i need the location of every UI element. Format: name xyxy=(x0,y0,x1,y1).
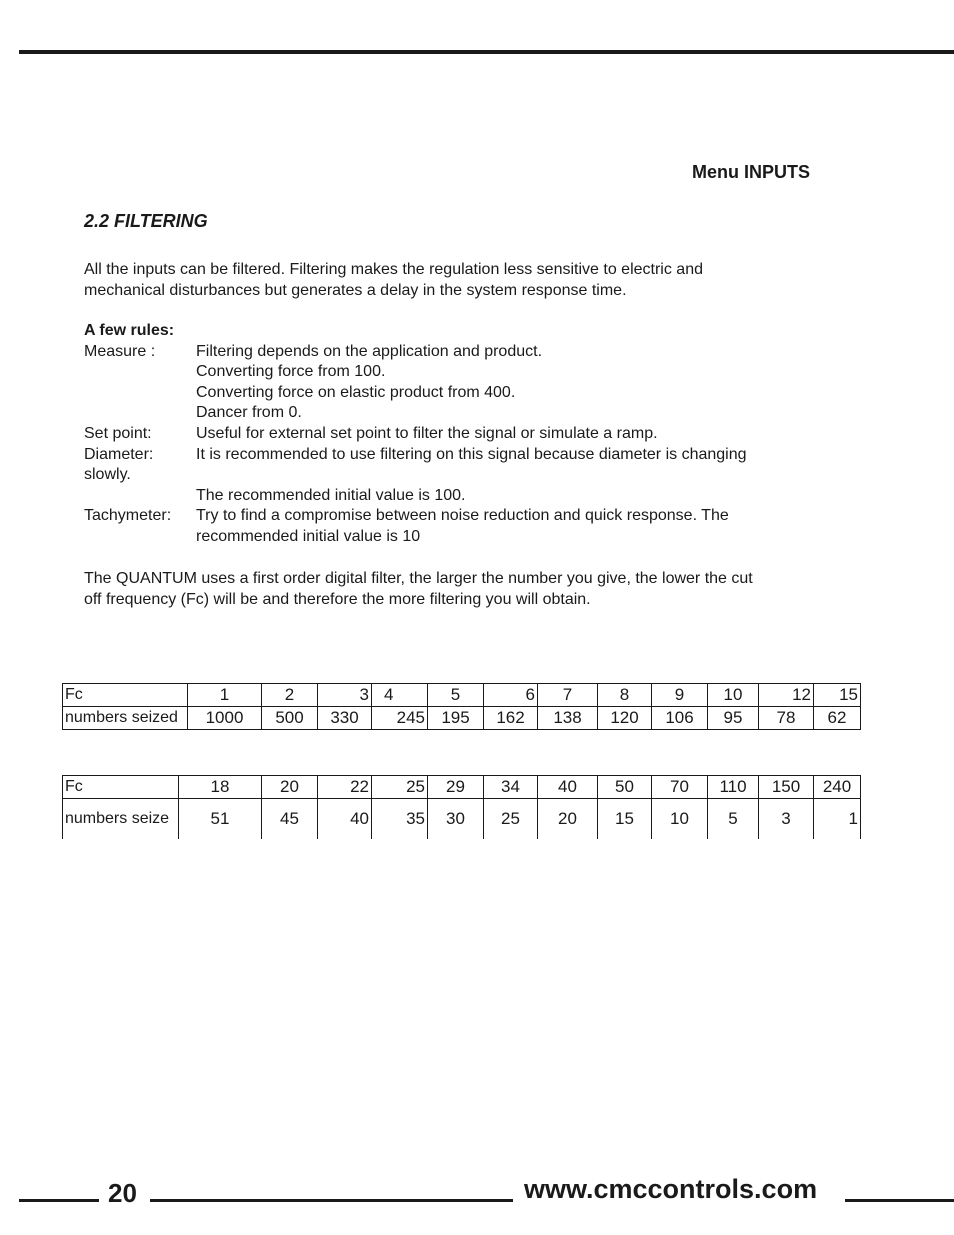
tachymeter-label: Tachymeter: xyxy=(84,507,172,525)
measure-text-2: Converting force from 100. xyxy=(196,363,386,381)
page-number: 20 xyxy=(108,1178,137,1208)
rule-tachymeter xyxy=(84,506,844,527)
table-cell: 5 xyxy=(428,684,484,707)
rule-diameter xyxy=(84,445,844,466)
table-cell: 1000 xyxy=(188,707,262,730)
table-cell: 34 xyxy=(484,776,538,799)
diameter-continuation: slowly. xyxy=(84,466,131,484)
table-cell: 40 xyxy=(538,776,598,799)
table-cell: 18 xyxy=(179,776,262,799)
table-cell: 50 xyxy=(598,776,652,799)
table-cell: 15 xyxy=(814,684,861,707)
table-cell: 1 xyxy=(814,799,861,840)
table-cell: 25 xyxy=(484,799,538,840)
table-cell: 10 xyxy=(652,799,708,840)
measure-text-1: Filtering depends on the application and product. xyxy=(196,342,543,360)
footer-rule-left xyxy=(19,1199,99,1202)
table-cell: 62 xyxy=(814,707,861,730)
table-cell: 30 xyxy=(428,799,484,840)
rule-measure xyxy=(84,342,844,363)
table-cell: 500 xyxy=(262,707,318,730)
rules-heading: A few rules: xyxy=(84,322,175,339)
table-cell: 20 xyxy=(538,799,598,840)
section-title: 2.2 FILTERING xyxy=(84,211,208,231)
table-cell: 20 xyxy=(262,776,318,799)
table-cell: 4 xyxy=(372,684,428,707)
table-cell: 3 xyxy=(318,684,372,707)
table-cell: 70 xyxy=(652,776,708,799)
table-cell: 10 xyxy=(708,684,759,707)
rules-block xyxy=(84,321,844,548)
table-cell: 12 xyxy=(759,684,814,707)
fc-label: Fc xyxy=(63,776,179,799)
table-cell: 29 xyxy=(428,776,484,799)
measure-label: Measure : xyxy=(84,342,156,360)
rule-setpoint xyxy=(84,424,844,445)
table-row-numbers xyxy=(63,707,861,730)
measure-text-3: Converting force on elastic product from 400. xyxy=(196,383,516,401)
measure-text-4: Dancer from 0. xyxy=(196,404,302,422)
numbers-label: numbers seize xyxy=(63,799,179,840)
table-cell: 5 xyxy=(708,799,759,840)
table-cell: 110 xyxy=(708,776,759,799)
table-cell: 195 xyxy=(428,707,484,730)
quantum-line-1: The QUANTUM uses a first order digital filter, the larger the number you give, the lower the cut xyxy=(84,570,753,587)
tachymeter-text-1: Try to find a compromise between noise reduction and quick response. The xyxy=(196,507,729,525)
table-cell: 22 xyxy=(318,776,372,799)
fc-label: Fc xyxy=(63,684,188,707)
website-url: www.cmccontrols.com xyxy=(524,1174,818,1204)
menu-title: Menu INPUTS xyxy=(692,162,811,182)
table-cell: 9 xyxy=(652,684,708,707)
filter-table-1 xyxy=(62,683,861,730)
table-cell: 138 xyxy=(538,707,598,730)
table-cell: 120 xyxy=(598,707,652,730)
footer-rule-middle xyxy=(150,1199,513,1202)
table-cell: 2 xyxy=(262,684,318,707)
footer-rule-right xyxy=(845,1199,954,1202)
table-cell: 51 xyxy=(179,799,262,840)
table-cell: 240 xyxy=(814,776,861,799)
table-cell: 330 xyxy=(318,707,372,730)
setpoint-text: Useful for external set point to filter the signal or simulate a ramp. xyxy=(196,424,658,442)
table-cell: 45 xyxy=(262,799,318,840)
numbers-label: numbers seized xyxy=(63,707,188,730)
intro-line-1: All the inputs can be filtered. Filtering makes the regulation less sensitive to electric and xyxy=(84,261,703,278)
table-row-fc xyxy=(63,684,861,707)
table-cell: 1 xyxy=(188,684,262,707)
intro-paragraph xyxy=(84,259,844,301)
table-cell: 95 xyxy=(708,707,759,730)
diameter-text: It is recommended to use filtering on this signal because diameter is changing xyxy=(196,445,747,463)
table-row-numbers xyxy=(63,799,861,840)
table-row-fc xyxy=(63,776,861,799)
table-cell: 40 xyxy=(318,799,372,840)
table-cell: 15 xyxy=(598,799,652,840)
table-cell: 25 xyxy=(372,776,428,799)
diameter-note: The recommended initial value is 100. xyxy=(196,486,466,504)
table-cell: 35 xyxy=(372,799,428,840)
table-cell: 78 xyxy=(759,707,814,730)
table-cell: 150 xyxy=(759,776,814,799)
top-rule xyxy=(19,50,954,54)
tachymeter-text-2: recommended initial value is 10 xyxy=(196,527,421,545)
table-cell: 106 xyxy=(652,707,708,730)
quantum-line-2: off frequency (Fc) will be and therefore the more filtering you will obtain. xyxy=(84,591,591,608)
table-cell: 6 xyxy=(484,684,538,707)
table-cell: 245 xyxy=(372,707,428,730)
intro-line-2: mechanical disturbances but generates a delay in the system response time. xyxy=(84,282,627,299)
table-cell: 8 xyxy=(598,684,652,707)
table-cell: 162 xyxy=(484,707,538,730)
table-cell: 7 xyxy=(538,684,598,707)
table-cell: 3 xyxy=(759,799,814,840)
quantum-paragraph xyxy=(84,568,854,610)
setpoint-label: Set point: xyxy=(84,424,152,442)
diameter-label: Diameter: xyxy=(84,445,154,463)
filter-table-2 xyxy=(62,775,861,839)
